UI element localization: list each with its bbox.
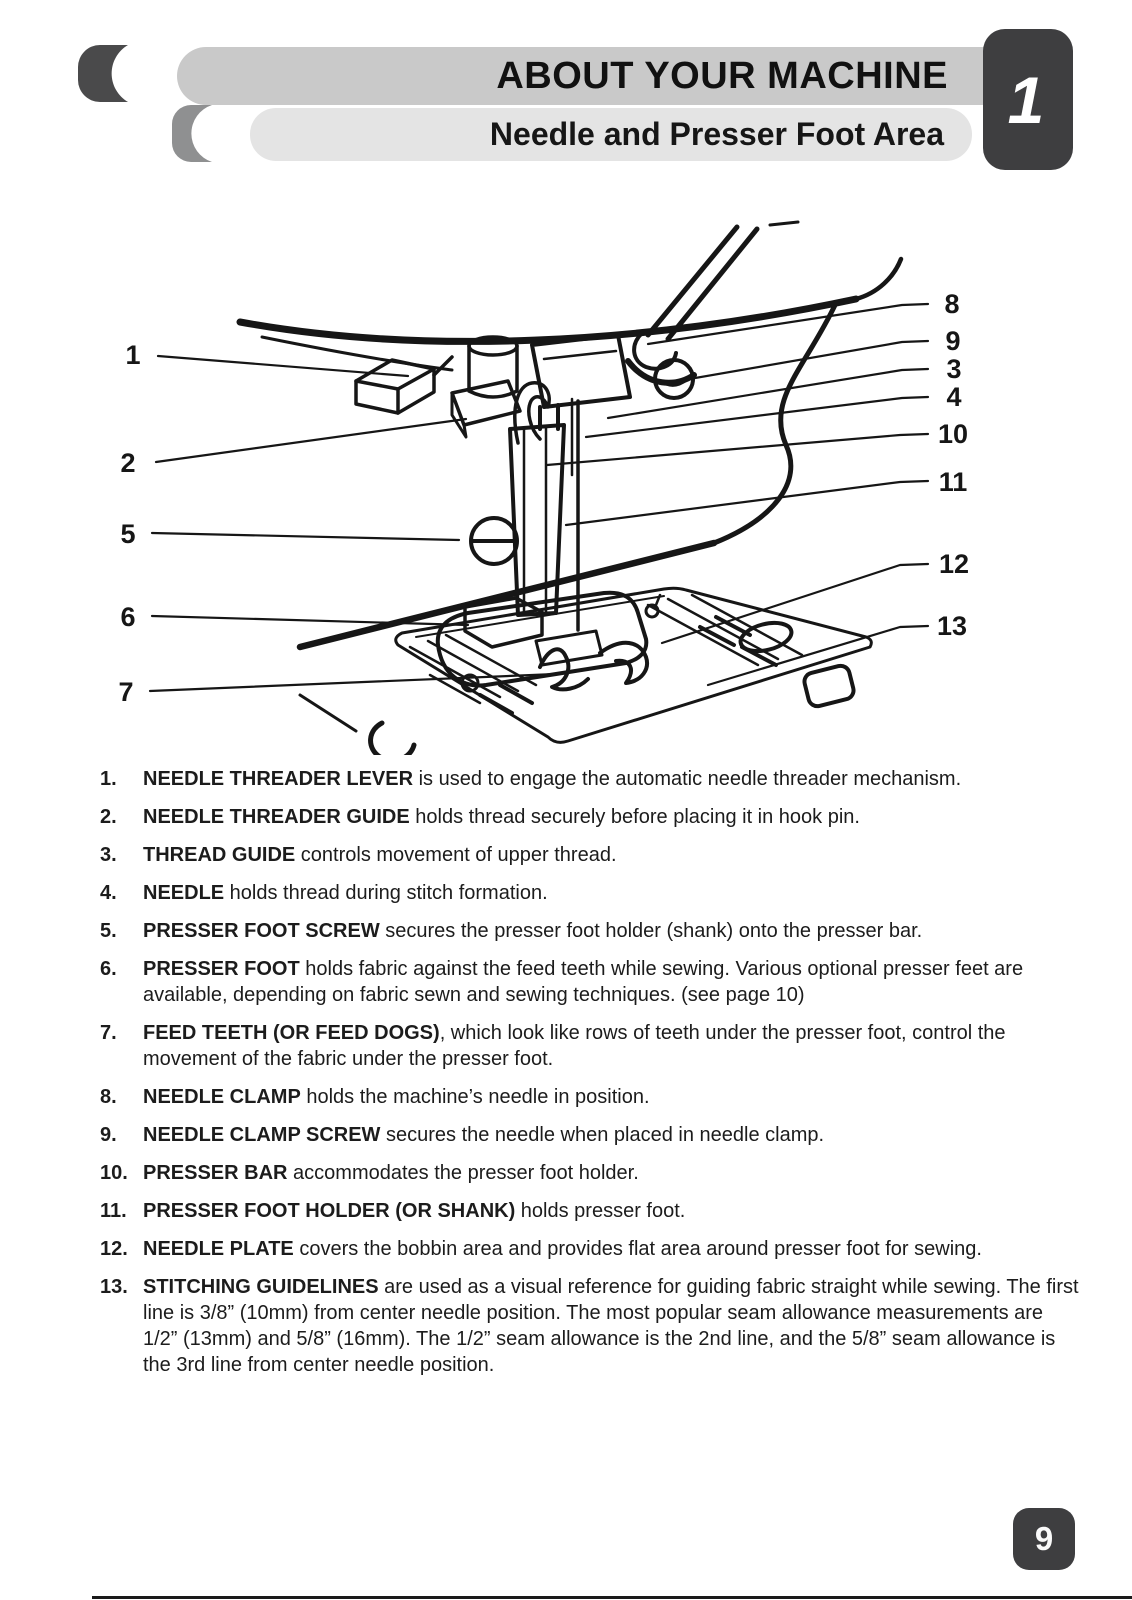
list-item	[100, 842, 1080, 868]
item-term: NEEDLE CLAMP	[143, 1086, 301, 1108]
item-number: 10.	[100, 1162, 128, 1184]
item-number: 5.	[100, 920, 117, 942]
item-number: 9.	[100, 1124, 117, 1146]
section-subtitle-bar	[250, 108, 972, 161]
item-number: 4.	[100, 882, 117, 904]
item-term: NEEDLE THREADER GUIDE	[143, 806, 410, 828]
item-description: holds the machine’s needle in position.	[300, 1086, 650, 1108]
item-term: PRESSER FOOT	[143, 958, 300, 980]
item-description: is used to engage the automatic needle threader mechanism.	[413, 768, 962, 790]
item-number: 8.	[100, 1086, 117, 1108]
diagram-linework	[150, 222, 928, 755]
item-description: holds fabric against the feed teeth while sewing. Various optional presser feet are available, depending on fabric sewn and sewing techniques. (see page 10)	[143, 958, 1024, 1006]
list-item	[100, 1122, 1080, 1148]
callout-10: 10	[937, 419, 969, 449]
item-description: covers the bobbin area and provides flat area around presser foot for sewing.	[293, 1238, 982, 1260]
list-item	[100, 956, 1080, 1008]
list-item	[100, 1160, 1080, 1186]
list-item	[100, 1236, 1080, 1262]
item-number: 7.	[100, 1022, 117, 1044]
item-description: holds thread during stitch formation.	[224, 882, 548, 904]
item-description: are used as a visual reference for guiding fabric straight while sewing. The first line is 3/8” (10mm) from center needle position. The most popular seam allowance measurements are 1/2” (13mm) and 5/8” (16mm). The 1/2” seam allowance is the 2nd line, and the 5/8” seam allowance is the 3rd line from center needle position.	[143, 1276, 1079, 1376]
item-description: holds presser foot.	[515, 1200, 686, 1222]
item-description: secures the presser foot holder (shank) onto the presser bar.	[379, 920, 923, 942]
callout-9: 9	[945, 326, 961, 356]
parts-description-list	[0, 766, 1132, 1390]
item-term: PRESSER FOOT SCREW	[143, 920, 380, 942]
list-item	[100, 1198, 1080, 1224]
callout-1: 1	[125, 340, 141, 370]
callout-11: 11	[938, 467, 968, 497]
chapter-number-badge	[983, 29, 1073, 170]
callout-6: 6	[120, 602, 136, 632]
item-term: NEEDLE THREADER LEVER	[143, 768, 414, 790]
item-number: 11.	[100, 1200, 127, 1222]
item-term: THREAD GUIDE	[143, 844, 296, 866]
item-description: controls movement of upper thread.	[295, 844, 617, 866]
item-number: 13.	[100, 1276, 128, 1298]
list-item	[100, 918, 1080, 944]
callout-5: 5	[120, 519, 136, 549]
item-term: PRESSER FOOT HOLDER (OR SHANK)	[143, 1200, 516, 1222]
item-term: NEEDLE	[143, 882, 225, 904]
page-title: ABOUT YOUR MACHINE	[496, 54, 948, 97]
item-number: 3.	[100, 844, 117, 866]
item-number: 6.	[100, 958, 117, 980]
chapter-title-bar	[177, 47, 1010, 105]
list-item	[100, 1084, 1080, 1110]
callout-leader-lines	[150, 304, 928, 691]
list-item	[100, 804, 1080, 830]
page-number: 9	[1034, 1520, 1054, 1557]
list-item	[100, 880, 1080, 906]
item-term: NEEDLE CLAMP SCREW	[143, 1124, 381, 1146]
list-item	[100, 766, 1080, 792]
item-number: 2.	[100, 806, 117, 828]
item-description: secures the needle when placed in needle clamp.	[380, 1124, 825, 1146]
item-description: holds thread securely before placing it in hook pin.	[409, 806, 860, 828]
page-number-badge	[1013, 1508, 1075, 1570]
crescent-decoration-dark	[78, 45, 135, 102]
callout-7: 7	[118, 677, 134, 707]
diagram-svg	[0, 175, 1132, 755]
chapter-number: 1	[1007, 62, 1045, 137]
page-bottom-rule	[92, 1596, 1132, 1599]
callout-2: 2	[120, 448, 136, 478]
callout-3: 3	[946, 354, 962, 384]
crescent-decoration-mid	[172, 105, 218, 162]
callout-13: 13	[936, 611, 968, 641]
item-number: 1.	[100, 768, 117, 790]
needle-presser-foot-diagram	[0, 175, 1132, 755]
list-item	[100, 1274, 1080, 1378]
callout-4: 4	[946, 382, 962, 412]
section-subtitle: Needle and Presser Foot Area	[489, 116, 944, 152]
callout-12: 12	[938, 549, 970, 579]
list-item	[100, 1020, 1080, 1072]
item-number: 12.	[100, 1238, 128, 1260]
callout-8: 8	[944, 289, 960, 319]
item-description: accommodates the presser foot holder.	[287, 1162, 639, 1184]
item-term: NEEDLE PLATE	[143, 1238, 294, 1260]
item-term: STITCHING GUIDELINES	[143, 1276, 379, 1298]
item-term: PRESSER BAR	[143, 1162, 288, 1184]
item-term: FEED TEETH (OR FEED DOGS)	[143, 1022, 440, 1044]
item-description: , which look like rows of teeth under the presser foot, control the movement of the fabric under the presser foot.	[143, 1022, 1006, 1070]
